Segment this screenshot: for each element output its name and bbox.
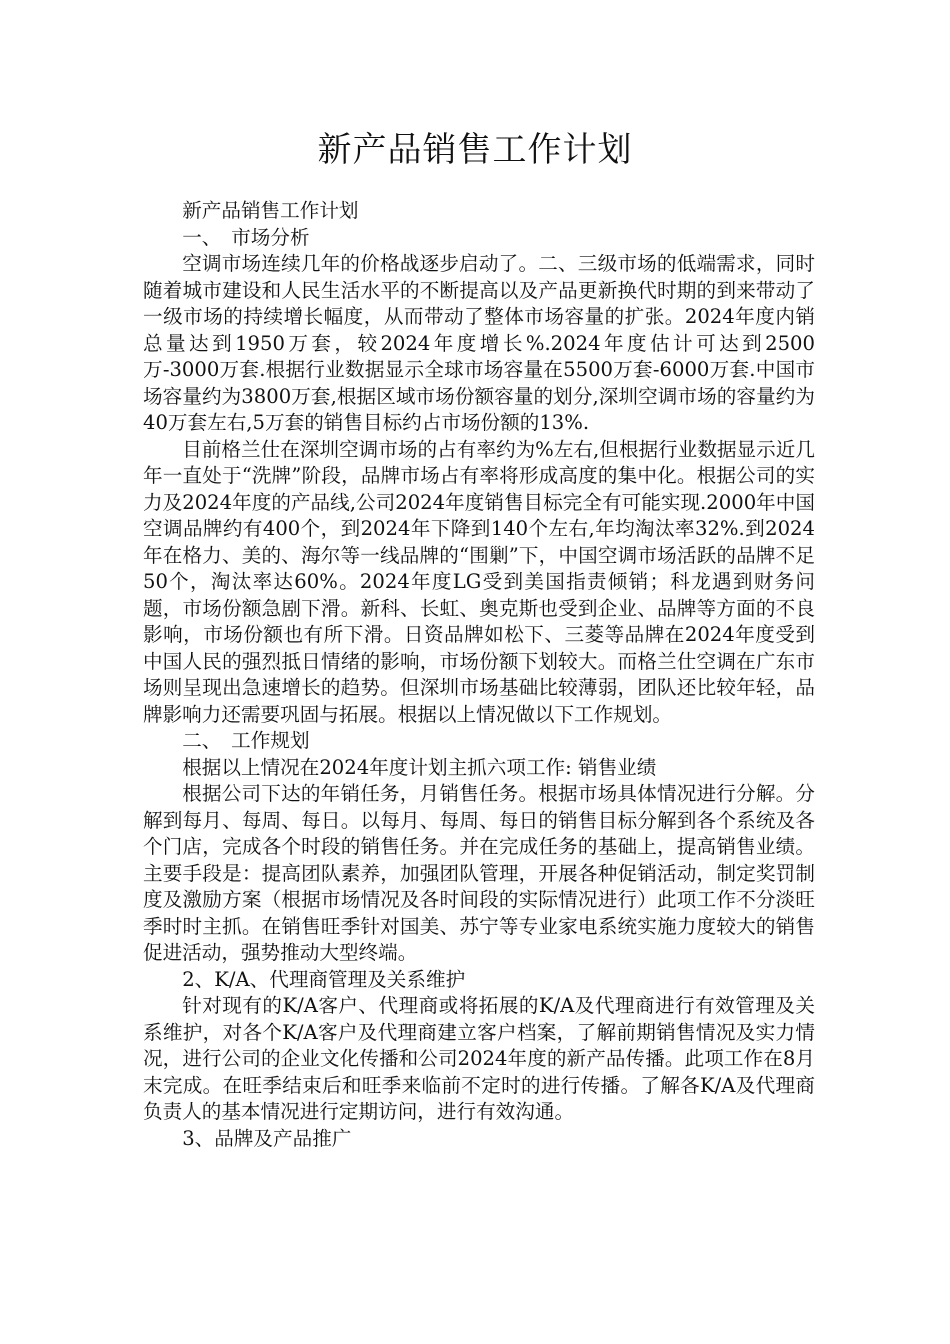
heading-brand-promotion: 3、品牌及产品推广 xyxy=(182,1126,352,1150)
paragraph-market-size: 空调市场连续几年的价格战逐步启动了。二、三级市场的低端需求，同时随着城市建设和人民生活水平的不断提高以及产品更新换代时期的到来带动了一级市场的持续增长幅度，从而带动了整体市场容量的扩张。2024年度内销总量达到1950万套，较2024年度增长%.2024年度估计可达到2500万-3000万套.根据行业数据显示全球市场容量在5500万套-6000万套.中国市场容量约为3800万套,根据区域市场份额容量的划分,深圳空调市场的容量约为40万套左右,5万套的销售目标约占市场份额的13%. xyxy=(143,252,815,434)
heading-market-analysis: 一、 市场分析 xyxy=(182,225,310,249)
document-body xyxy=(143,198,815,1152)
heading-work-plan: 二、 工作规划 xyxy=(182,729,310,752)
heading-ka-agents: 2、K/A、代理商管理及关系维护 xyxy=(182,967,466,991)
paragraph-six-tasks: 根据以上情况在2024年度计划主抓六项工作: 销售业绩 xyxy=(182,755,657,779)
document-title: 新产品销售工作计划 xyxy=(317,130,633,170)
paragraph-market-share: 目前格兰仕在深圳空调市场的占有率约为%左右,但根据行业数据显示近几年一直处于“洗牌”阶段，品牌市场占有率将形成高度的集中化。根据公司的实力及2024年度的产品线,公司2024年度销售目标完全有可能实现.2000年中国空调品牌约有400个，到2024年下降到140个左右,年均淘汰率32%.到2024年在格力、美的、海尔等一线品牌的“围剿”下，中国空调市场活跃的品牌不足50个，淘汰率达60%。2024年度LG受到美国指责倾销；科龙遇到财务问题，市场份额急剧下滑。新科、长虹、奥克斯也受到企业、品牌等方面的不良影响，市场份额也有所下滑。日资品牌如松下、三菱等品牌在2024年度受到中国人民的强烈抵日情绪的影响，市场份额下划较大。而格兰仕空调在广东市场则呈现出急速增长的趋势。但深圳市场基础比较薄弱，团队还比较年轻，品牌影响力还需要巩固与拓展。根据以上情况做以下工作规划。 xyxy=(143,437,815,726)
paragraph-subtitle: 新产品销售工作计划 xyxy=(182,199,359,222)
paragraph-ka-agents: 针对现有的K/A客户、代理商或将拓展的K/A及代理商进行有效管理及关系维护，对各个K/A客户及代理商建立客户档案，了解前期销售情况及实力情况，进行公司的企业文化传播和公司2024年度的新产品传播。此项工作在8月末完成。在旺季结束后和旺季来临前不定时的进行传播。了解各K/A及代理商负责人的基本情况进行定期访问，进行有效沟通。 xyxy=(143,994,815,1123)
paragraph-sales-targets: 根据公司下达的年销任务，月销售任务。根据市场具体情况进行分解。分解到每月、每周、每日。以每月、每周、每日的销售目标分解到各个系统及各个门店，完成各个时段的销售任务。并在完成任务的基础上，提高销售业绩。主要手段是：提高团队素养，加强团队管理，开展各种促销活动，制定奖罚制度及激励方案（根据市场情况及各时间段的实际情况进行）此项工作不分淡旺季时时主抓。在销售旺季针对国美、苏宁等专业家电系统实施力度较大的销售促进活动，强势推动大型终端。 xyxy=(143,782,815,964)
